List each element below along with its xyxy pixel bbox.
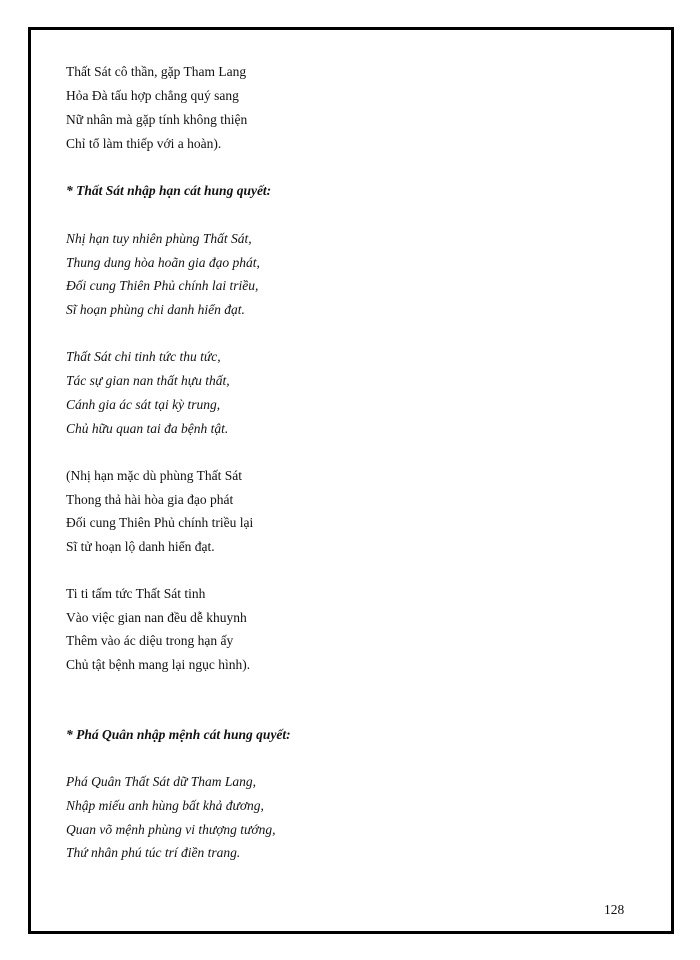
verse-line: Cánh gia ác sát tại kỳ trung, [66, 397, 221, 412]
verse-line: Chủ hữu quan tai đa bệnh tật. [66, 421, 229, 436]
intro-line: Chỉ tổ làm thiếp với a hoàn). [66, 136, 222, 151]
translation-line: Đối cung Thiên Phủ chính triều lại [66, 515, 254, 530]
translation-line: Sĩ tử hoạn lộ danh hiển đạt. [66, 539, 215, 554]
verse-line: Thung dung hòa hoãn gia đạo phát, [66, 255, 260, 270]
section-heading-that-sat: * Thất Sát nhập hạn cát hung quyết: [66, 183, 272, 198]
verse-line: Phá Quân Thất Sát dữ Tham Lang, [66, 774, 257, 789]
translation-line: (Nhị hạn mặc dù phùng Thất Sát [66, 468, 242, 483]
translation-line: Thêm vào ác diệu trong hạn ấy [66, 633, 234, 648]
verse-line: Sĩ hoạn phùng chi danh hiển đạt. [66, 302, 245, 317]
intro-line: Hỏa Đà tấu hợp chẳng quý sang [66, 88, 239, 103]
verse-line: Thứ nhân phú túc trí điền trang. [66, 845, 241, 860]
verse-line: Đối cung Thiên Phủ chính lai triều, [66, 278, 259, 293]
verse-line: Tác sự gian nan thất hựu thất, [66, 373, 230, 388]
verse-line: Thất Sát chi tinh tức thu tức, [66, 349, 221, 364]
translation-line: Ti ti tấm tức Thất Sát tinh [66, 586, 206, 601]
intro-line: Thất Sát cô thần, gặp Tham Lang [66, 64, 247, 79]
translation-line: Chủ tật bệnh mang lại ngục hình). [66, 657, 251, 672]
translation-line: Thong thả hài hòa gia đạo phát [66, 492, 234, 507]
section-heading-pha-quan: * Phá Quân nhập mệnh cát hung quyết: [66, 727, 291, 742]
intro-line: Nữ nhân mà gặp tính không thiện [66, 112, 248, 127]
verse-line: Quan võ mệnh phùng vi thượng tướng, [66, 822, 276, 837]
verse-line: Nhập miếu anh hùng bất khả đương, [66, 798, 264, 813]
verse-line: Nhị hạn tuy nhiên phùng Thất Sát, [66, 231, 252, 246]
page-number: 128 [604, 902, 625, 917]
translation-line: Vào việc gian nan đều dễ khuynh [66, 610, 247, 625]
